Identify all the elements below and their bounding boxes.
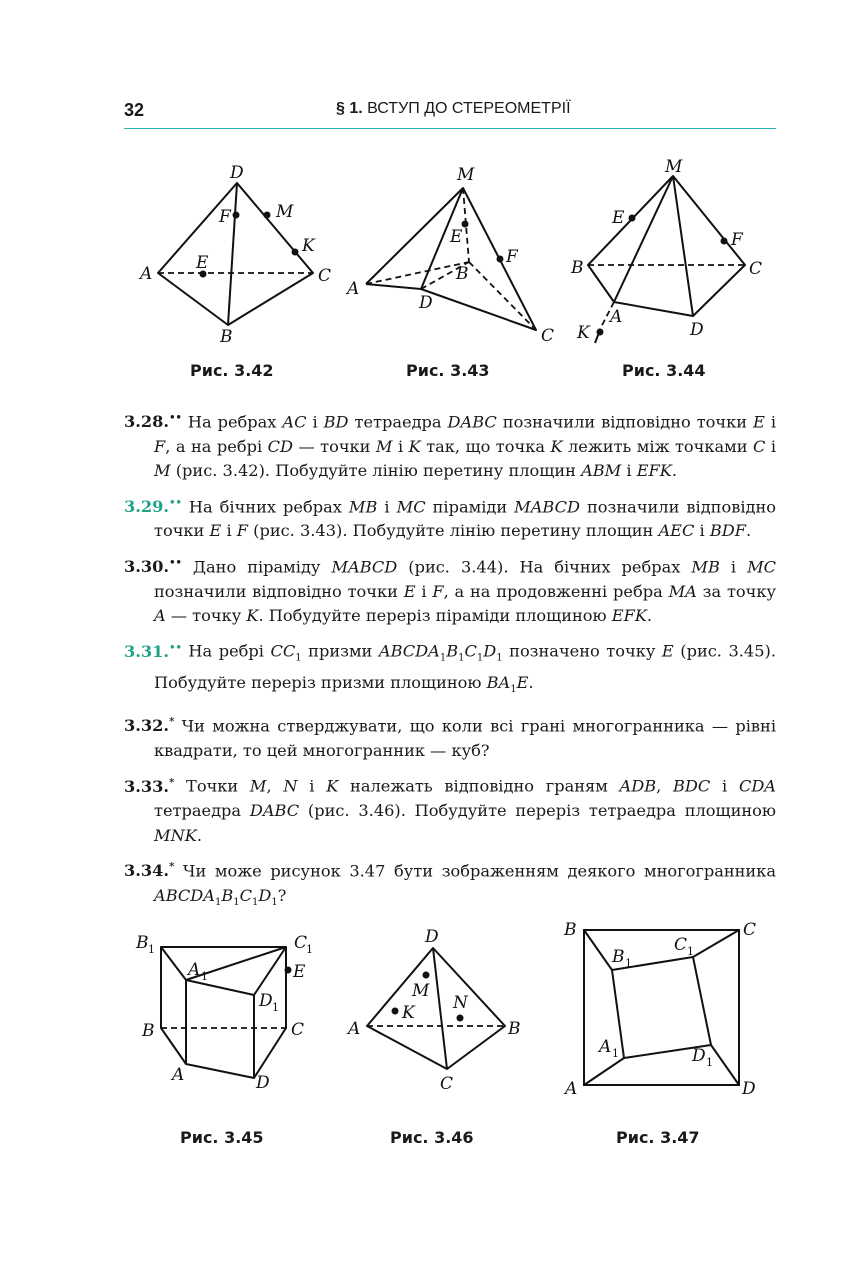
point-marker	[285, 967, 292, 974]
vertex-label: F	[506, 247, 518, 267]
edge	[186, 980, 254, 995]
problem-3-29: 3.29.•• На бічних ребрах MB і MC піраміди MABCD позначили відповідно точки E і F (рис. 3.43). Побудуйте лінію перетину площин AEC і BDF.	[124, 497, 776, 541]
edge	[254, 947, 286, 995]
vertex-label: A	[565, 1079, 578, 1099]
caption-3-43: Рис. 3.43	[406, 361, 490, 380]
edge	[614, 176, 673, 302]
point-marker	[233, 212, 240, 219]
vertex-label: K	[402, 1003, 415, 1023]
figure-3-44	[570, 150, 780, 350]
caption-3-44: Рис. 3.44	[622, 361, 706, 380]
vertex-label: C	[440, 1074, 454, 1094]
problem-number: 3.31.••	[124, 641, 182, 661]
vertex-label: A	[140, 264, 153, 284]
point-marker	[721, 238, 728, 245]
problem-list	[124, 407, 776, 923]
vertex-label: C	[674, 935, 688, 955]
problem-3-34: 3.34.* Чи може рисунок 3.47 бути зображенням деякого многогранника $ABCDA_1B_1C_1D_1$?	[124, 861, 776, 908]
caption-3-47: Рис. 3.47	[616, 1128, 700, 1147]
edge	[711, 1045, 739, 1085]
problem-number: 3.28.••	[124, 412, 182, 432]
problem-number: 3.29.••	[124, 497, 182, 516]
edge	[588, 176, 745, 316]
vertex-label: D	[256, 1073, 270, 1093]
vertex-label: D	[259, 991, 273, 1011]
caption-3-46: Рис. 3.46	[390, 1128, 474, 1147]
point-marker	[497, 256, 504, 263]
section-title	[336, 100, 571, 118]
vertex-label: M	[412, 981, 430, 1001]
label-subscript: 1	[306, 943, 313, 956]
vertex-label: C	[294, 933, 308, 953]
vertex-label: C	[749, 259, 763, 279]
vertex-label: A	[599, 1037, 612, 1057]
edge	[612, 957, 711, 1058]
vertex-label: D	[419, 293, 433, 313]
point-marker	[457, 1015, 464, 1022]
problem-3-33: 3.33.* Точки M, N і K належать відповідно граням ADB, BDC і CDA тетраедра DABC (рис. 3.46). Побудуйте переріз тетраедра площиною MNK.	[124, 776, 776, 845]
section-mark: § 1.	[336, 100, 363, 117]
vertex-label: D	[692, 1046, 706, 1066]
edge	[433, 948, 447, 1069]
point-marker	[462, 221, 469, 228]
vertex-label: D	[690, 320, 704, 340]
vertex-label: C	[318, 266, 332, 286]
vertex-label: D	[742, 1079, 756, 1099]
point-marker	[597, 329, 604, 336]
edge	[693, 930, 739, 957]
vertex-label: E	[196, 253, 209, 273]
vertex-label: F	[219, 207, 231, 227]
label-subscript: 1	[625, 957, 632, 970]
figure-3-46	[345, 925, 530, 1095]
vertex-label: D	[425, 927, 439, 947]
vertex-label: C	[541, 326, 555, 346]
label-subscript: 1	[272, 1001, 279, 1014]
vertex-label: D	[230, 163, 244, 183]
vertex-label: C	[743, 920, 757, 940]
vertex-label: E	[293, 962, 306, 982]
vertex-label: B	[612, 947, 625, 967]
edge	[228, 183, 237, 325]
hidden-edge	[469, 262, 536, 330]
figure-3-47	[560, 915, 765, 1105]
vertex-label: A	[348, 1019, 361, 1039]
vertex-label: N	[453, 993, 468, 1013]
problem-3-28: 3.28.•• На ребрах AC і BD тетраедра DABC позначили відповідно точки E і F, а на ребрі CD — точки M і K так, що точка K лежить між точками C і M (рис. 3.42). Побудуйте лінію перетину площин ABM і EFK.	[124, 412, 777, 481]
page-header	[124, 100, 776, 129]
vertex-label: M	[276, 202, 294, 222]
problem-3-32: 3.32.* Чи можна стверджувати, що коли всі грані многогранника — рівні квадрати, то цей многогранник — куб?	[124, 716, 776, 760]
label-subscript: 1	[687, 945, 694, 958]
vertex-label: M	[457, 165, 475, 185]
label-subscript: 1	[706, 1056, 713, 1069]
vertex-label: A	[188, 960, 201, 980]
vertex-label: B	[456, 264, 469, 284]
figure-3-45	[130, 925, 330, 1100]
edge	[584, 930, 739, 1085]
figure-3-43	[345, 160, 560, 350]
vertex-label: M	[665, 157, 683, 177]
section-name: ВСТУП ДО СТЕРЕОМЕТРІЇ	[367, 100, 571, 117]
problem-3-31: 3.31.•• На ребрі $CC_1$ призми $ABCDA_1B_1C_1D_1$ позначено точку E (рис. 3.45). Побудуйте переріз призми площиною $BA_1E$.	[124, 641, 776, 696]
vertex-label: B	[571, 258, 584, 278]
label-subscript: 1	[148, 943, 155, 956]
edge	[584, 930, 612, 970]
point-marker	[392, 1008, 399, 1015]
problem-number: 3.30.••	[124, 557, 182, 577]
vertex-label: E	[612, 208, 625, 228]
point-marker	[423, 972, 430, 979]
problem-number: 3.34.*	[124, 861, 175, 881]
edge	[584, 1058, 624, 1085]
hidden-edge	[366, 262, 469, 284]
vertex-label: B	[220, 327, 233, 347]
point-marker	[629, 215, 636, 222]
caption-3-42: Рис. 3.42	[190, 361, 274, 380]
vertex-label: C	[291, 1020, 305, 1040]
label-subscript: 1	[612, 1047, 619, 1060]
caption-3-45: Рис. 3.45	[180, 1128, 264, 1147]
label-subscript: 1	[201, 970, 208, 983]
page-number: 32	[124, 100, 145, 120]
vertex-label: K	[577, 323, 590, 343]
figure-3-42	[130, 155, 340, 355]
vertex-label: K	[302, 236, 315, 256]
vertex-label: B	[508, 1019, 521, 1039]
vertex-label: F	[731, 230, 743, 250]
point-marker	[264, 212, 271, 219]
vertex-label: B	[564, 920, 577, 940]
problem-number: 3.33.*	[124, 776, 175, 796]
vertex-label: B	[142, 1021, 155, 1041]
problem-number: 3.32.*	[124, 716, 175, 736]
vertex-label: A	[347, 279, 360, 299]
point-marker	[292, 249, 299, 256]
vertex-label: A	[610, 307, 623, 327]
vertex-label: A	[172, 1065, 185, 1085]
vertex-label: E	[450, 227, 463, 247]
vertex-label: B	[136, 933, 149, 953]
problem-3-30: 3.30.•• Дано піраміду MABCD (рис. 3.44). На бічних ребрах MB і MC позначили відповідно точки E і F, а на продовженні ребра MA за точку A — точку K. Побудуйте переріз піраміди площиною EFK.	[124, 557, 777, 626]
